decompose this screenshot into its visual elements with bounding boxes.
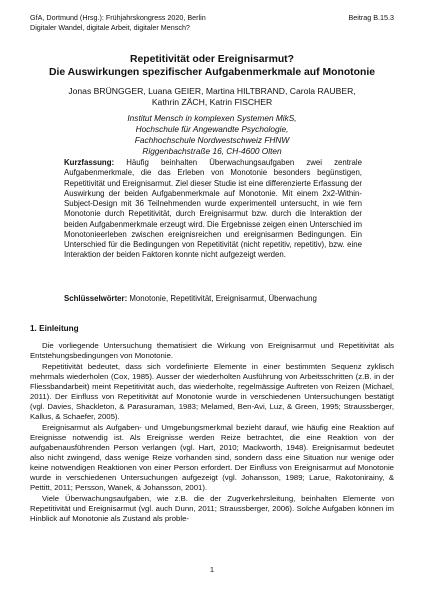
affiliation-line-3: Fachhochschule Nordwestschweiz FHNW: [134, 135, 290, 145]
affiliation-line-1: Institut Mensch in komplexen Systemen MikS,: [127, 113, 297, 123]
paragraph-3: Ereignisarmut als Aufgaben- und Umgebungsmerkmal bezieht darauf, wie häufig eine Reaktion auf Ereignisse notwendig ist. Als Ereignisse werden Reize betrachtet, die eine Reaktion von der aufgabenausführenden Person verlangen (vgl. Hart, 2010; Mackworth, 1948). Ereignisarmut bedeutet also nicht zwingend, dass wenige Reize vorhanden sind, sondern dass eine Situation nur wenige oder keine notwendigen Reaktionen von einer Person erfordert. Der Einfluss von Ereignisarmut auf Monotonie wurde in verschiedenen Untersuchungen aufgezeigt (vgl. Johansson, 1989; Larue, Rakotonirainy, & Pettitt, 2011; Persson, Wanek, & Johansson, 2001).: [30, 422, 394, 493]
abstract: [64, 158, 362, 261]
paragraph-1: Die vorliegende Untersuchung thematisiert die Wirkung von Ereignisarmut und Repetitivität als Entstehungsbedingungen von Monotonie.: [30, 341, 394, 361]
authors-line-2: Kathrin ZÄCH, Katrin FISCHER: [151, 97, 273, 107]
header-theme: Digitaler Wandel, digitale Arbeit, digitaler Mensch?: [30, 22, 190, 32]
affiliation-line-2: Hochschule für Angewandte Psychologie,: [135, 124, 289, 134]
title-line-1: Repetitivität oder Ereignisarmut?: [130, 54, 294, 65]
body-text: [30, 341, 394, 525]
header-conference: GfA, Dortmund (Hrsg.): Frühjahrskongress 2020, Berlin: [30, 13, 206, 22]
paragraph-2: Repetitivität bedeutet, dass sich vordefinierte Elemente in einer bestimmten Sequenz zyklisch mehrmals wiederholen (Cox, 1985). Ausser der wiederholten Ausführung von Arbeitsschritten (z.B. in der Fliessbandarbeit) meint Repetitivität auch, das wiederholte, regelmässige Auftreten von Reizen (Michael, 2011). Der Einfluss von Repetitivität auf Monotonie wurde in verschiedenen Untersuchungen bestätigt (vgl. Davies, Shackleton, & Parasuraman, 1983; Melamed, Ben-Avi, Luz, & Green, 1995; Straussberger, Kallus, & Schaefer, 2005).: [30, 361, 394, 422]
page-number: 1: [209, 565, 215, 574]
keywords-text: Monotonie, Repetitivität, Ereignisarmut, Überwachung: [129, 294, 317, 303]
authors-line-1: Jonas BRÜNGGER, Luana GEIER, Martina HILTBRAND, Carola RAUBER,: [68, 86, 356, 96]
keywords-label: Schlüsselwörter:: [64, 294, 130, 303]
affiliation-line-4: Riggenbachstraße 16, CH-4600 Olten: [142, 146, 282, 156]
paragraph-4: Viele Überwachungsaufgaben, wie z.B. die der Zugverkehrsleitung, beinhalten Elemente von Repetitivität und Ereignisarmut (vgl. auch Dunn, 2011; Straussberger, 2006). Solche Aufgaben können im Hinblick auf Monotonie als Zustand als proble-: [30, 493, 394, 524]
abstract-label: Kurzfassung:: [64, 158, 127, 167]
running-header: [30, 13, 394, 32]
abstract-text: Häufig beinhalten Überwachungsaufgaben zwei zentrale Aufgabenmerkmale, die das Erleben von Monotonie besonders begünstigen, Repetitivität und Ereignisarmut. Ziel dieser Studie ist eine differenzierte Erfassung der Auswirkung der beiden Aufgabenmerkmale auf Monotonie. Mit einem 2x2-Within-Subject-Design mit 36 Teilnehmenden wurde experimentell untersucht, in wie fern Monotonie durch Repetitivität, durch Ereignisarmut bzw. durch die Interaktion der beiden Aufgabenmerkmale erzeugt wird. Die Ergebnisse zeigen einen Unterschied im Monotonieerleben zwischen ereignisreichen und ereignisarmen Bedingungen. Ein Unterschied für die Bedingungen von Repetitivität (nicht repetitiv, repetitiv), bzw. eine Interaktion der beiden Faktoren konnte nicht aufgezeigt werden.: [64, 158, 363, 260]
keywords: [64, 294, 362, 304]
title-line-2: Die Auswirkungen spezifischer Aufgabenmerkmale auf Monotonie: [48, 67, 376, 78]
header-contribution-id: Beitrag B.15.3: [348, 13, 394, 22]
author-list: [30, 86, 394, 108]
affiliation: [30, 113, 394, 157]
section-heading: 1. Einleitung: [30, 324, 79, 333]
paper-title: [30, 53, 394, 79]
